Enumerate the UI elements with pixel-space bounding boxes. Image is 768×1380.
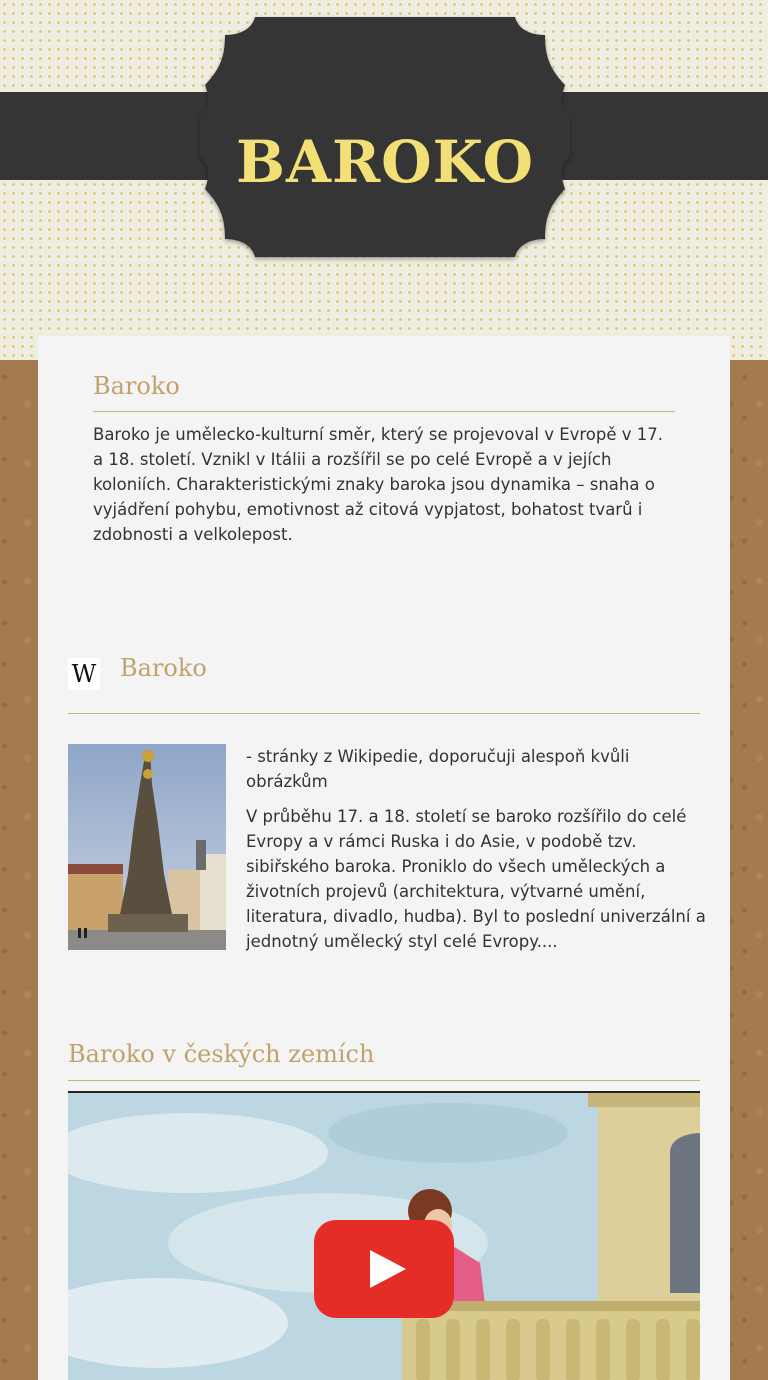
content-panel	[38, 336, 730, 1380]
wiki-description: V průběhu 17. a 18. století se baroko rozšířilo do celé Evropy a v rámci Ruska i do Asie, v podobě tzv. sibiřského baroka. Proniklo do všech uměleckých a životních projevů (architektura, výtvarné umění, literatura, divadlo, hudba). Byl to poslední univerzální a jednotný umělecký styl celé Evropy....	[246, 807, 706, 951]
youtube-play-icon	[314, 1220, 454, 1318]
intro-divider	[93, 411, 675, 412]
intro-heading: Baroko	[93, 372, 180, 400]
wiki-link-title[interactable]: Baroko	[120, 654, 207, 682]
video-embed[interactable]	[68, 1091, 700, 1380]
wiki-divider	[68, 713, 700, 714]
header-area	[0, 0, 768, 360]
video-divider	[68, 1080, 700, 1081]
wiki-note: - stránky z Wikipedie, doporučuji alespoň kvůli obrázkům	[246, 747, 630, 791]
wikipedia-icon[interactable]: W	[68, 658, 100, 690]
wiki-thumbnail[interactable]	[68, 744, 226, 950]
youtube-play-button[interactable]	[314, 1220, 454, 1318]
site-title: BAROKO	[235, 128, 535, 196]
intro-paragraph: Baroko je umělecko-kulturní směr, který se projevoval v Evropě v 17. a 18. století. Vznikl v Itálii a rozšířil se po celé Evropě a v jejích koloniích. Charakteristickými znaky baroka jsou dynamika – snaha o vyjádření pohybu, emotivnost až citová vypjatost, bohatost tvarů i zdobnosti a velkolepost.	[93, 425, 664, 544]
video-heading: Baroko v českých zemích	[68, 1040, 375, 1068]
